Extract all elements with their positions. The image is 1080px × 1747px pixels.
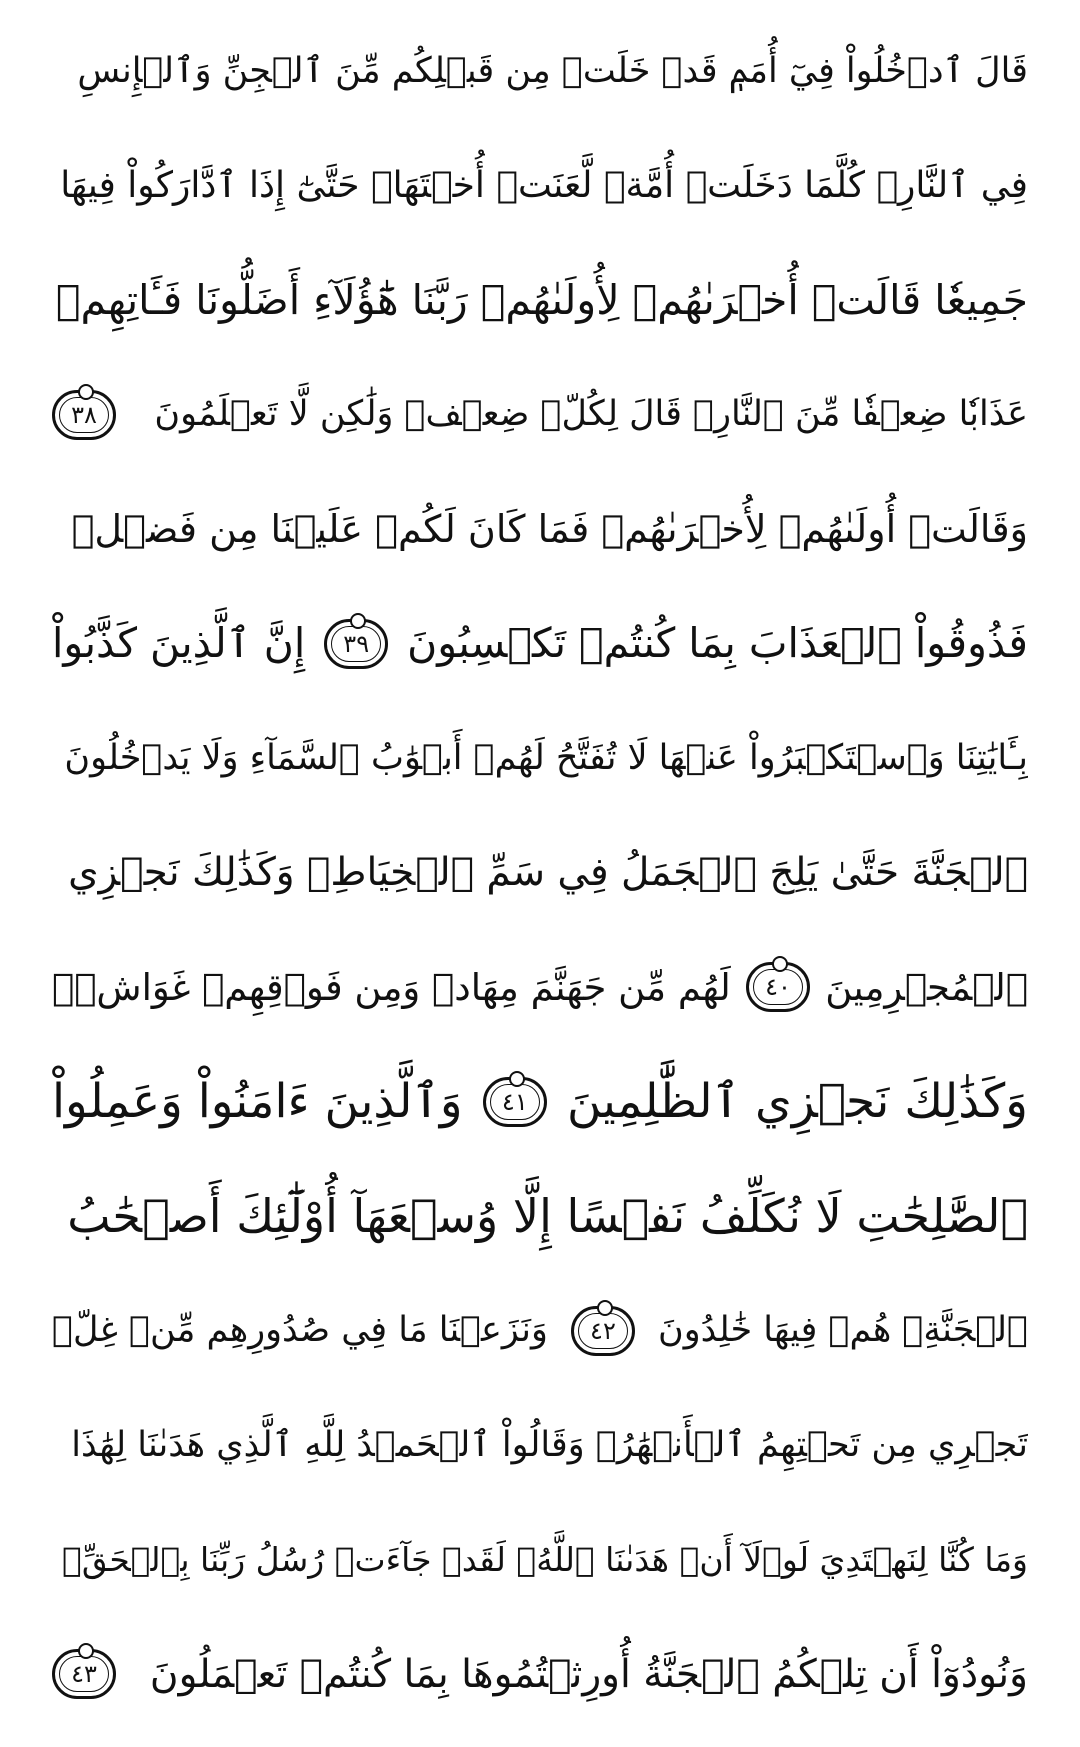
verse-text: وَمَا كُنَّا لِنَهۡتَدِيَ لَوۡلَآ أَنۡ هَدَىٰنَا ٱللَّهُۖ لَقَدۡ جَآءَتۡ رُسُلُ رَبِّنَا بِٱلۡحَقِّۖ (62, 1540, 1028, 1580)
text-line (52, 1388, 1028, 1503)
verse-text: بِـَٔايَٰتِنَا وَٱسۡتَكۡبَرُواْ عَنۡهَا لَا تُفَتَّحُ لَهُمۡ أَبۡوَٰبُ ٱلسَّمَآءِ وَلَا يَدۡخُلُونَ (64, 737, 1028, 778)
text-line (52, 1045, 1028, 1160)
ayah-number: ٣٩ (343, 629, 370, 658)
ayah-marker (52, 1649, 116, 1699)
verse-text: قَالَ ٱدۡخُلُواْ فِيٓ أُمَمٖ قَدۡ خَلَتۡ مِن قَبۡلِكُم مِّنَ ٱلۡجِنِّ وَٱلۡإِنسِ (77, 50, 1028, 91)
verse-text: لَهُم مِّن جَهَنَّمَ مِهَادٞ وَمِن فَوۡقِهِمۡ غَوَاشٖۚ (52, 965, 731, 1009)
ayah-marker (571, 1306, 635, 1356)
text-line (52, 243, 1028, 358)
verse-text: وَقَالَتۡ أُولَىٰهُمۡ لِأُخۡرَىٰهُمۡ فَمَا كَانَ لَكُمۡ عَلَيۡنَا مِن فَضۡلٖ (71, 507, 1028, 552)
verse-text: جَمِيعٗا قَالَتۡ أُخۡرَىٰهُمۡ لِأُولَىٰهُمۡ رَبَّنَا هَٰٓؤُلَآءِ أَضَلُّونَا فَـَٔاتِهِمۡ (55, 275, 1028, 324)
text-line (52, 14, 1028, 129)
text-line (52, 816, 1028, 931)
text-line (52, 358, 1028, 473)
text-line (52, 1503, 1028, 1618)
verse-text: وَٱلَّذِينَ ءَامَنُواْ وَعَمِلُواْ (52, 1074, 463, 1130)
ayah-number: ٤٠ (765, 973, 791, 1002)
verse-text: تَجۡرِي مِن تَحۡتِهِمُ ٱلۡأَنۡهَٰرُۖ وَقَالُواْ ٱلۡحَمۡدُ لِلَّهِ ٱلَّذِي هَدَىٰنَا لِهَٰذَا (71, 1424, 1028, 1465)
verse-text: ٱلصَّٰلِحَٰتِ لَا نُكَلِّفُ نَفۡسًا إِلَّا وُسۡعَهَآ أُوْلَٰٓئِكَ أَصۡحَٰبُ (67, 1189, 1028, 1244)
ayah-marker (483, 1077, 547, 1127)
ayah-marker (746, 962, 810, 1012)
verse-text: عَذَابٗا ضِعۡفٗا مِّنَ ٱلنَّارِۖ قَالَ لِكُلّٖ ضِعۡفٞ وَلَٰكِن لَّا تَعۡلَمُونَ (154, 394, 1028, 435)
ayah-marker (324, 619, 388, 669)
text-lines (52, 14, 1028, 1732)
text-line (52, 472, 1028, 587)
ayah-marker (52, 390, 116, 440)
ayah-number: ٤٢ (590, 1316, 616, 1345)
verse-text: فِي ٱلنَّارِۖ كُلَّمَا دَخَلَتۡ أُمَّةٞ لَّعَنَتۡ أُخۡتَهَاۖ حَتَّىٰٓ إِذَا ٱدَّارَكُواْ فِيهَا (60, 164, 1028, 206)
verse-text: وَكَذَٰلِكَ نَجۡزِي ٱلظَّٰلِمِينَ (566, 1074, 1028, 1130)
text-line (52, 1617, 1028, 1732)
ayah-number: ٤١ (501, 1087, 528, 1116)
text-line (52, 701, 1028, 816)
text-line (52, 587, 1028, 702)
verse-text: إِنَّ ٱلَّذِينَ كَذَّبُواْ (52, 619, 306, 668)
text-line (52, 1274, 1028, 1389)
text-line (52, 129, 1028, 244)
text-line (52, 930, 1028, 1045)
ayah-number: ٤٣ (71, 1660, 97, 1689)
ayah-number: ٣٨ (71, 400, 97, 429)
verse-text: ٱلۡمُجۡرِمِينَ (825, 965, 1028, 1009)
verse-text: ٱلۡجَنَّةِۖ هُمۡ فِيهَا خَٰلِدُونَ (657, 1310, 1028, 1351)
verse-text: ٱلۡجَنَّةَ حَتَّىٰ يَلِجَ ٱلۡجَمَلُ فِي سَمِّ ٱلۡخِيَاطِۚ وَكَذَٰلِكَ نَجۡزِي (68, 850, 1028, 896)
verse-text: فَذُوقُواْ ٱلۡعَذَابَ بِمَا كُنتُمۡ تَكۡسِبُونَ (407, 619, 1028, 668)
verse-text: وَنَزَعۡنَا مَا فِي صُدُورِهِم مِّنۡ غِلّٖ (52, 1310, 548, 1351)
verse-text: وَنُودُوٓاْ أَن تِلۡكُمُ ٱلۡجَنَّةُ أُورِثۡتُمُوهَا بِمَا كُنتُمۡ تَعۡمَلُونَ (149, 1651, 1028, 1697)
text-line (52, 1159, 1028, 1274)
